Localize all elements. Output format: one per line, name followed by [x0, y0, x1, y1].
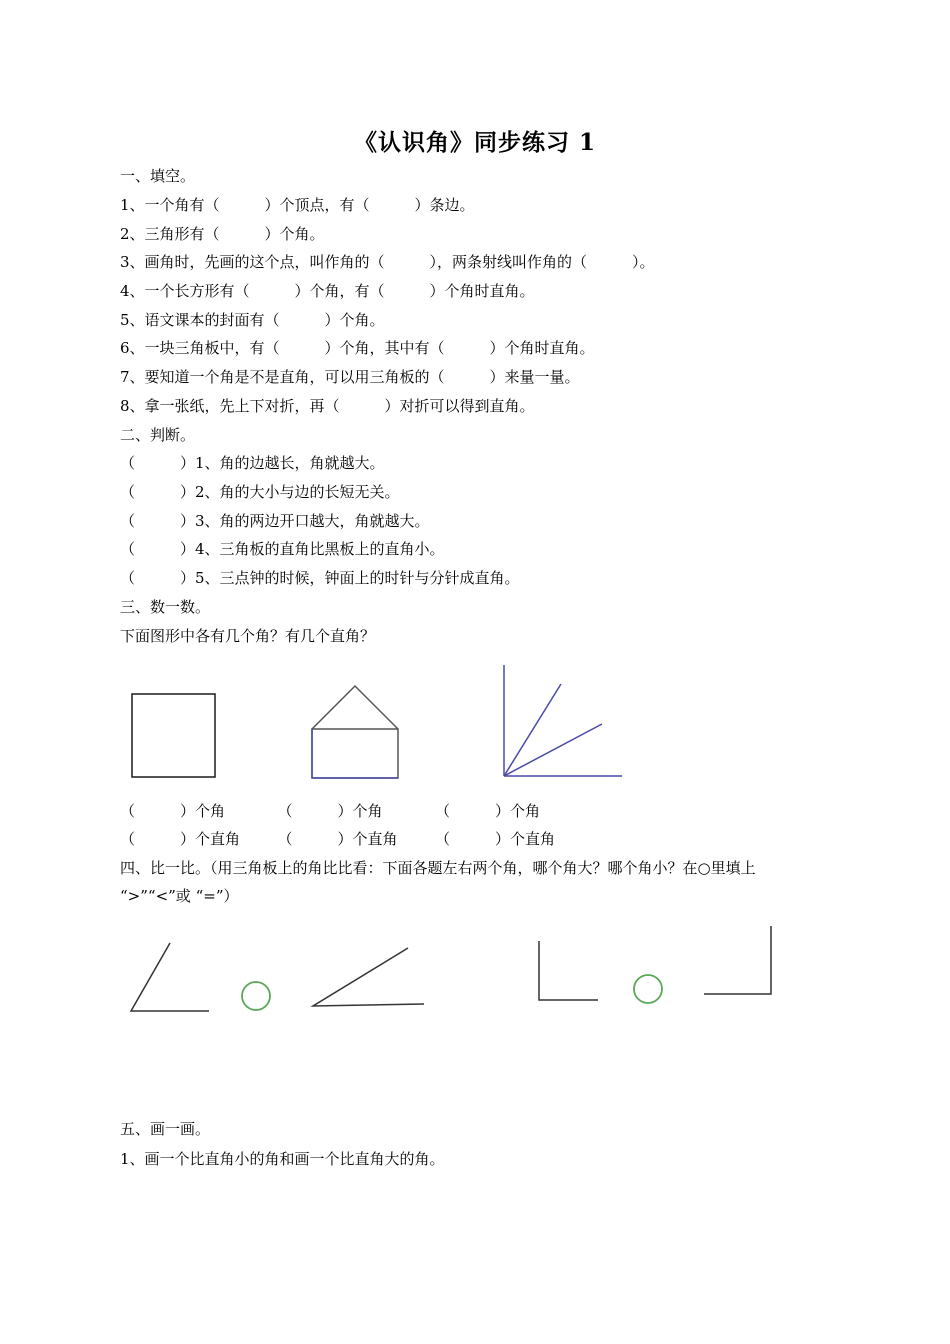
judge-question-5: （ ）5、三点钟的时候，钟面上的时针与分针成直角。 [120, 569, 520, 587]
fill-question-3: 3、画角时，先画的这个点，叫作角的（ ），两条射线叫作角的（ ）。 [120, 253, 655, 271]
fill-question-2: 2、三角形有（ ）个角。 [120, 225, 325, 243]
page-title: 《认识角》同步练习 1 [353, 129, 596, 156]
section-1-heading: 一、填空。 [120, 167, 196, 185]
angle-right-1 [313, 948, 424, 1006]
angle-left-2 [539, 941, 598, 1000]
fill-question-1: 1、一个角有（ ）个顶点，有（ ）条边。 [120, 196, 475, 214]
judge-question-2: （ ）2、角的大小与边的长短无关。 [120, 483, 400, 501]
judge-question-1: （ ）1、角的边越长，角就越大。 [120, 454, 385, 472]
section-4-heading-cont: “>”“<”或 “=”） [120, 887, 239, 905]
judge-question-3: （ ）3、角的两边开口越大，角就越大。 [120, 512, 430, 530]
house-figure [312, 686, 398, 778]
section-3-heading: 三、数一数。 [120, 598, 211, 616]
section-2-heading: 二、判断。 [120, 426, 196, 444]
count-right-angles-answer-row: （ ）个直角 （ ）个直角 （ ）个直角 [120, 830, 556, 848]
compare-circle-1[interactable] [242, 982, 270, 1010]
fill-question-4: 4、一个长方形有（ ）个角，有（ ）个角时直角。 [120, 282, 535, 300]
count-angles-answer-row: （ ）个角 （ ）个角 （ ）个角 [120, 802, 541, 820]
judge-question-4: （ ）4、三角板的直角比黑板上的直角小。 [120, 540, 445, 558]
section-3-prompt: 下面图形中各有几个角？有几个直角？ [120, 627, 376, 645]
fill-question-7: 7、要知道一个角是不是直角，可以用三角板的（ ）来量一量。 [120, 368, 580, 386]
fill-question-5: 5、语文课本的封面有（ ）个角。 [120, 311, 385, 329]
square-figure [132, 694, 215, 777]
compare-circle-2[interactable] [634, 975, 662, 1003]
fill-question-6: 6、一块三角板中，有（ ）个角，其中有（ ）个角时直角。 [120, 339, 595, 357]
fill-question-8: 8、拿一张纸，先上下对折，再（ ）对折可以得到直角。 [120, 397, 535, 415]
draw-question-1: 1、画一个比直角小的角和画一个比直角大的角。 [120, 1150, 445, 1168]
angle-left-1 [131, 943, 209, 1011]
angle-right-2 [704, 926, 771, 994]
rays-figure [504, 665, 622, 776]
section-4-heading: 四、比一比。（用三角板上的角比比看：下面各题左右两个角，哪个角大？哪个角小？在○里填上 [120, 859, 756, 877]
section-5-heading: 五、画一画。 [120, 1120, 211, 1138]
